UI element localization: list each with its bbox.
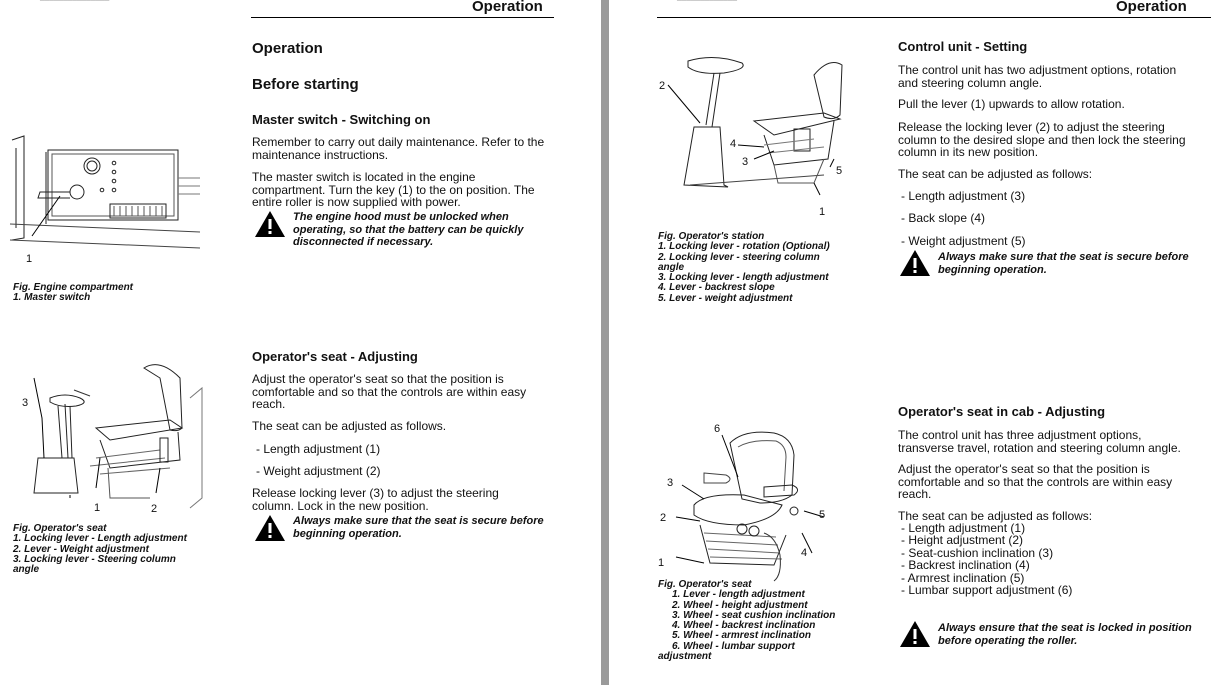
caption-line: angle — [13, 564, 40, 576]
seat-adjust-item: - Weight adjustment (2) — [256, 464, 381, 478]
left-page — [0, 0, 601, 685]
operator-seat-figure — [10, 358, 210, 508]
operator-seat-heading: Operator's seat - Adjusting — [252, 349, 418, 364]
caption-line: Fig. Operator's seat — [658, 579, 752, 590]
seat-adjust-item: - Length adjustment (1) — [901, 521, 1026, 535]
engine-compartment-figure — [10, 128, 205, 258]
control-unit-para-1: The control unit has two adjustment options, rotation and steering column angle. — [898, 63, 1177, 90]
caption-line: adjustment — [658, 651, 712, 663]
page-header: Operation — [1116, 0, 1187, 15]
header-rule — [657, 17, 1211, 18]
warning-icon — [254, 514, 286, 542]
page-header: Operation — [472, 0, 543, 15]
operator-seat-para-2: The seat can be adjusted as follows. — [252, 419, 447, 433]
figure-label-4: 4 — [801, 547, 808, 559]
control-unit-warning: Always make sure that the seat is secure before beginning operation. — [938, 251, 1189, 276]
operator-station-caption — [658, 232, 830, 304]
operator-seat-para-1: Adjust the operator's seat so that the position is comfortable and so that the controls are within easy reach. — [252, 372, 527, 411]
cab-seat-para-3: The seat can be adjusted as follows: — [898, 509, 1093, 523]
caption-line: 3. Locking lever - Steering column — [13, 553, 176, 565]
seat-adjust-item: - Length adjustment (3) — [901, 189, 1026, 203]
caption-line: 5. Lever - weight adjustment — [658, 292, 793, 304]
figure-label-2: 2 — [660, 512, 667, 524]
caption-line: 1. Lever - length adjustment — [672, 589, 805, 601]
engine-compartment-caption — [13, 283, 133, 304]
seat-adjust-item: - Seat-cushion inclination (3) — [901, 546, 1054, 560]
operator-seat-caption — [13, 524, 187, 575]
cab-seat-caption — [658, 580, 835, 662]
figure-label-5: 5 — [836, 165, 843, 177]
figure-label-3: 3 — [667, 477, 674, 489]
master-switch-para-1: Remember to carry out daily maintenance. Refer to the maintenance instructions. — [252, 135, 545, 162]
caption-line: Fig. Operator's station — [658, 231, 765, 242]
caption-line: 5. Wheel - armrest inclination — [672, 630, 811, 642]
cab-seat-para-2: Adjust the operator's seat so that the position is comfortable and so that the controls are within easy reach. — [898, 462, 1173, 501]
brand-logo-fragment — [40, 0, 109, 1]
caption-line: 6. Wheel - lumbar support — [672, 640, 795, 652]
warning-icon — [899, 249, 931, 277]
caption-line: 4. Wheel - backrest inclination — [672, 620, 816, 632]
figure-label-1: 1 — [94, 502, 101, 514]
caption-line: Fig. Engine compartment — [13, 282, 134, 293]
figure-label-3: 3 — [22, 397, 29, 409]
figure-label-1: 1 — [819, 206, 826, 218]
operator-seat-para-3: Release locking lever (3) to adjust the steering column. Lock in the new position. — [252, 486, 499, 513]
cab-seat-heading: Operator's seat in cab - Adjusting — [898, 404, 1106, 419]
control-unit-para-4: The seat can be adjusted as follows: — [898, 167, 1093, 181]
caption-line: 3. Wheel - seat cushion inclination — [672, 609, 836, 621]
section-subtitle: Before starting — [252, 76, 359, 93]
cab-seat-figure — [664, 425, 839, 585]
operator-seat-warning: Always make sure that the seat is secure before beginning operation. — [293, 515, 544, 540]
seat-adjust-item: - Length adjustment (1) — [256, 442, 381, 456]
cab-seat-warning: Always ensure that the seat is locked in position before operating the roller. — [938, 622, 1192, 647]
warning-icon — [899, 620, 931, 648]
seat-adjust-item: - Weight adjustment (5) — [901, 234, 1026, 248]
control-unit-para-3: Release the locking lever (2) to adjust the steering column to the desired slope and then lock the steering column in its new position. — [898, 120, 1186, 159]
caption-line: 4. Lever - backrest slope — [658, 282, 775, 294]
section-title: Operation — [252, 40, 323, 57]
figure-label-1: 1 — [26, 253, 33, 265]
warning-icon — [254, 210, 286, 238]
figure-label-4: 4 — [730, 138, 737, 150]
caption-line: 2. Lever - Weight adjustment — [13, 543, 149, 555]
brand-logo-fragment — [677, 0, 737, 1]
figure-label-2: 2 — [659, 80, 666, 92]
caption-line: 2. Wheel - height adjustment — [672, 599, 808, 611]
caption-line: 2. Locking lever - steering column — [658, 251, 820, 263]
control-unit-para-2: Pull the lever (1) upwards to allow rotation. — [898, 97, 1125, 111]
seat-adjust-item: - Lumbar support adjustment (6) — [901, 583, 1073, 597]
caption-line: angle — [658, 261, 685, 273]
caption-line: 1. Locking lever - rotation (Optional) — [658, 241, 830, 253]
figure-label-2: 2 — [151, 503, 158, 515]
master-switch-heading: Master switch - Switching on — [252, 112, 431, 127]
master-switch-warning: The engine hood must be unlocked when operating, so that the battery can be quickly disconnected if necessary. — [293, 211, 524, 248]
figure-label-5: 5 — [819, 509, 826, 521]
seat-adjust-item: - Armrest inclination (5) — [901, 571, 1025, 585]
figure-label-6: 6 — [714, 423, 721, 435]
caption-line: 1. Master switch — [13, 292, 91, 304]
caption-line: Fig. Operator's seat — [13, 523, 107, 534]
seat-adjust-item: - Backrest inclination (4) — [901, 558, 1030, 572]
master-switch-para-2: The master switch is located in the engine compartment. Turn the key (1) to the on position. The entire roller is now supplied with power. — [252, 170, 535, 209]
cab-seat-para-1: The control unit has three adjustment options, transverse travel, rotation and steering column angle. — [898, 428, 1181, 455]
seat-adjust-item: - Back slope (4) — [901, 211, 986, 225]
header-rule — [251, 17, 554, 18]
caption-line: 3. Locking lever - length adjustment — [658, 272, 829, 284]
figure-label-1: 1 — [658, 557, 665, 569]
figure-label-3: 3 — [742, 156, 749, 168]
control-unit-heading: Control unit - Setting — [898, 39, 1028, 54]
right-page — [609, 0, 1221, 685]
seat-adjust-item: - Height adjustment (2) — [901, 533, 1024, 547]
operator-station-figure — [664, 55, 864, 215]
caption-line: 1. Locking lever - Length adjustment — [13, 533, 187, 545]
